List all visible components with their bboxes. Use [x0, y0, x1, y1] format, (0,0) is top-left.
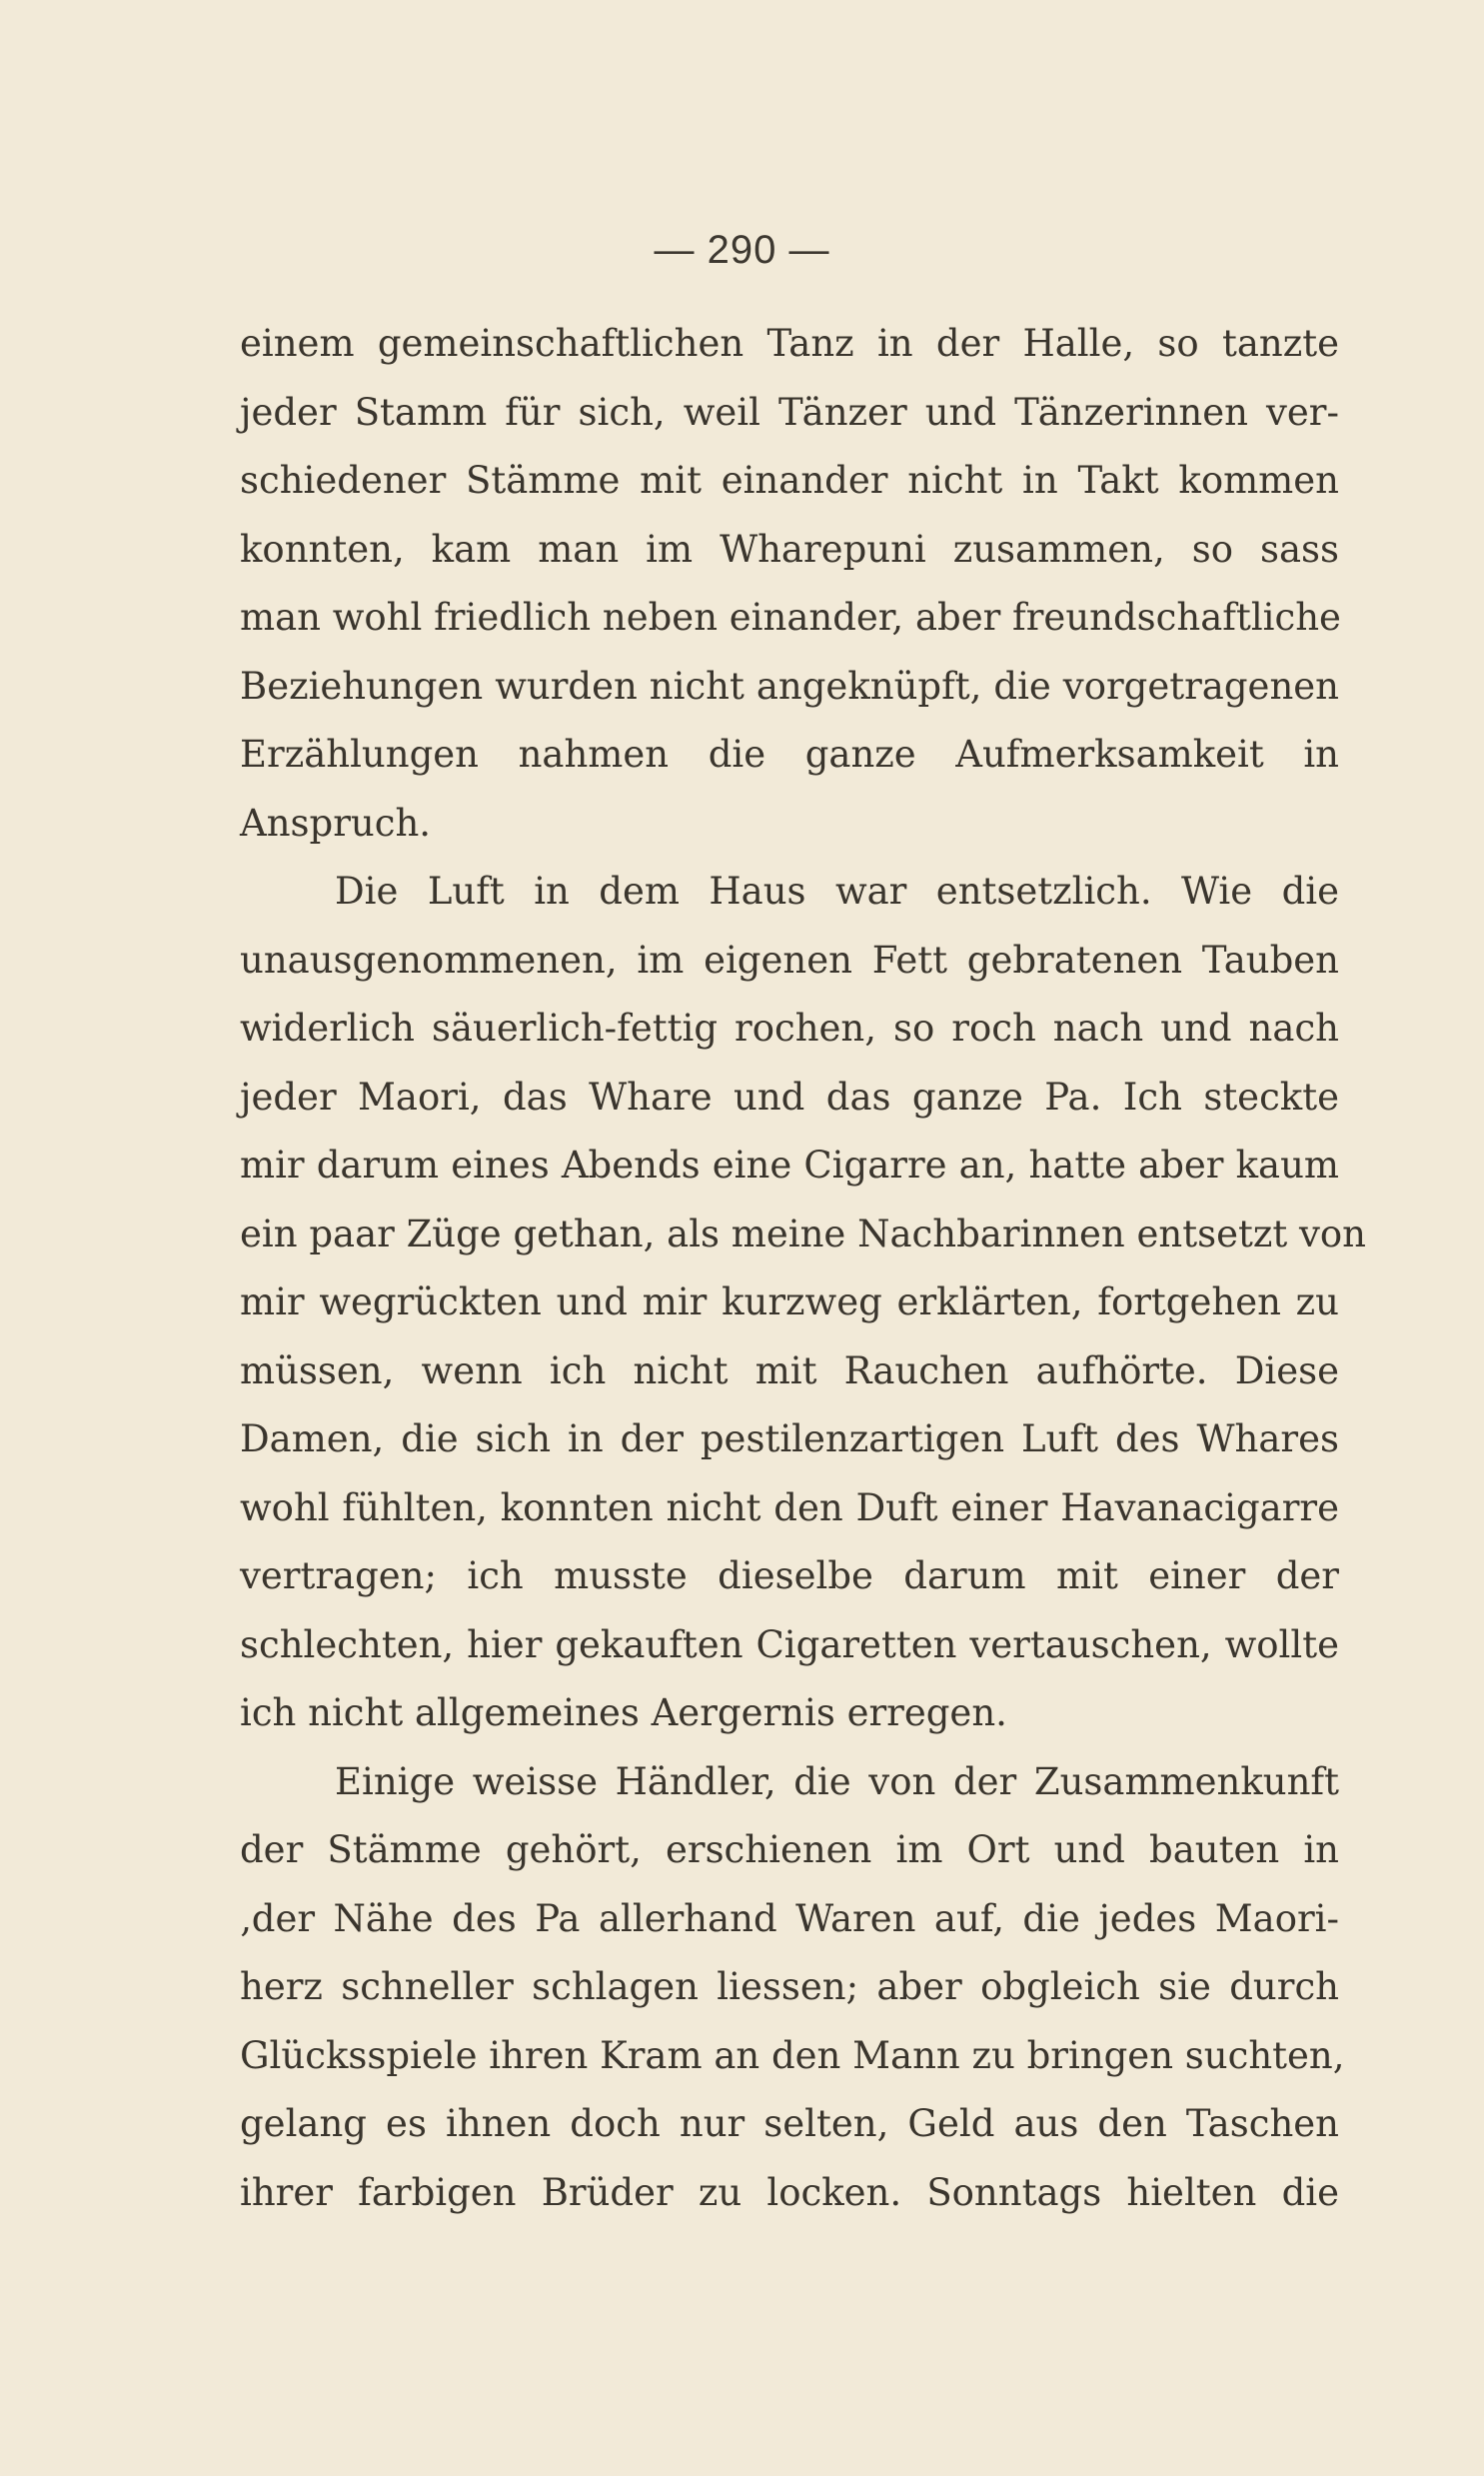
text-line: vertragen; ich musste dieselbe darum mit einer der	[240, 1554, 1339, 1597]
text-line: der Stämme gehört, erschienen im Ort und bauten in	[240, 1828, 1339, 1871]
text-line: widerlich säuerlich-fettig rochen, so roch nach und nach	[240, 1007, 1339, 1050]
text-line: ‚der Nähe des Pa allerhand Waren auf, die jedes Maori-	[240, 1896, 1339, 1940]
text-line: mir wegrückten und mir kurzweg erklärten, fortgehen zu	[240, 1280, 1339, 1323]
text-line: Anspruch.	[240, 801, 432, 845]
text-line: ihrer farbigen Brüder zu locken. Sonntags hielten die	[240, 2170, 1339, 2214]
text-line: jeder Maori, das Whare und das ganze Pa. Ich steckte	[240, 1075, 1339, 1119]
text-line: Glücksspiele ihren Kram an den Mann zu bringen suchten,	[240, 2033, 1345, 2077]
text-line: Einige weisse Händler, die von der Zusammenkunft	[335, 1759, 1339, 1803]
text-line: ich nicht allgemeines Aergernis erregen.	[240, 1691, 1007, 1734]
text-line: unausgenommenen, im eigenen Fett gebratenen Tauben	[240, 938, 1339, 982]
text-line: konnten, kam man im Wharepuni zusammen, so sass	[240, 527, 1339, 571]
text-line: herz schneller schlagen liessen; aber obgleich sie durch	[240, 1965, 1339, 2008]
page-number: — 290 —	[654, 228, 830, 272]
text-line: gelang es ihnen doch nur selten, Geld aus den Taschen	[240, 2102, 1339, 2145]
text-line: schlechten, hier gekauften Cigaretten vertauschen, wollte	[240, 1622, 1339, 1666]
text-line: Beziehungen wurden nicht angeknüpft, die vorgetragenen	[240, 664, 1339, 708]
text-line: wohl fühlten, konnten nicht den Duft einer Havanacigarre	[240, 1485, 1339, 1529]
text-line: schiedener Stämme mit einander nicht in Takt kommen	[240, 459, 1339, 502]
body-text	[240, 310, 1366, 2227]
text-line: Die Luft in dem Haus war entsetzlich. Wie die	[335, 870, 1339, 913]
text-line: Damen, die sich in der pestilenzartigen Luft des Whares	[240, 1417, 1339, 1460]
text-line: mir darum eines Abends eine Cigarre an, hatte aber kaum	[240, 1144, 1339, 1187]
text-line: einem gemeinschaftlichen Tanz in der Halle, so tanzte	[240, 322, 1339, 365]
text-line: ein paar Züge gethan, als meine Nachbarinnen entsetzt von	[240, 1212, 1366, 1255]
text-line: Erzählungen nahmen die ganze Aufmerksamkeit in	[240, 733, 1339, 776]
text-line: jeder Stamm für sich, weil Tänzer und Tänzerinnen ver-	[240, 390, 1339, 434]
text-line: müssen, wenn ich nicht mit Rauchen aufhörte. Diese	[240, 1348, 1339, 1392]
text-line: man wohl friedlich neben einander, aber freundschaftliche	[240, 596, 1341, 639]
